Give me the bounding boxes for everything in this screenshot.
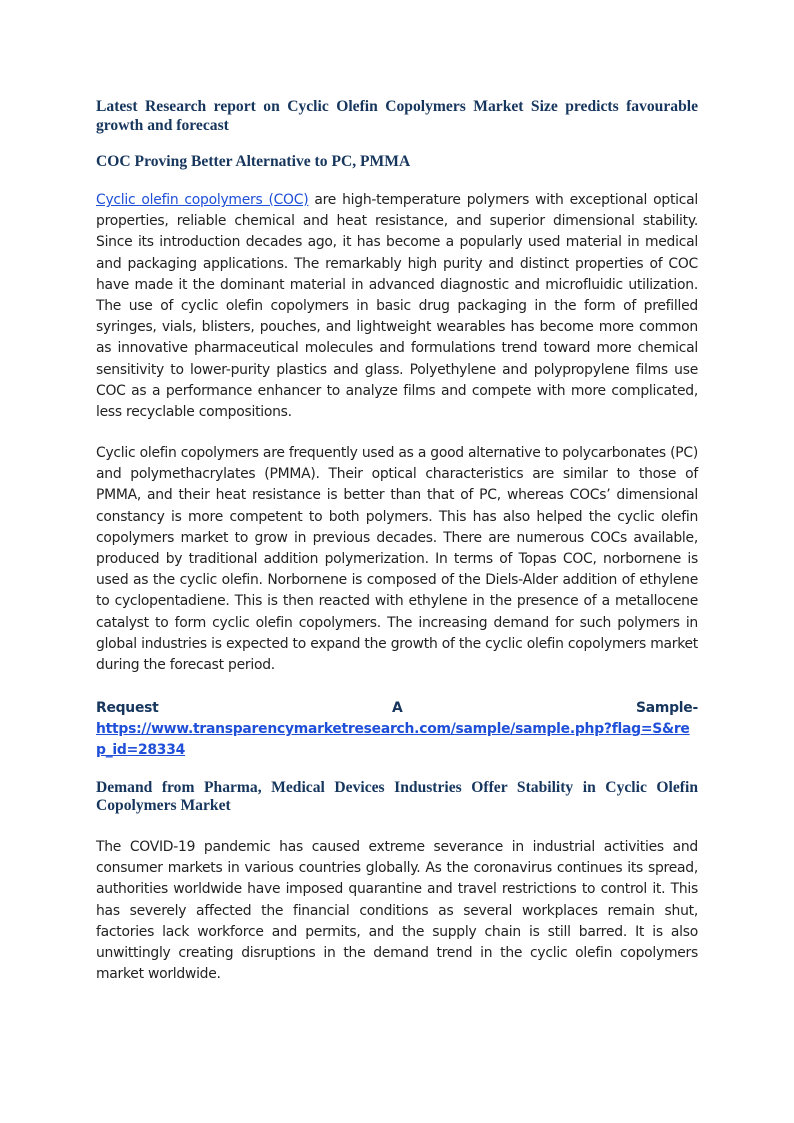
paragraph-covid-impact: The COVID-19 pandemic has caused extreme severance in industrial activities and consumer markets in various countries globally. As the coronavirus continues its spread, authorities worldwide have imposed quarantine and travel restrictions to control it. This has severely affected the financial conditions as several workplaces remain shut, factories lack workforce and permits, and the supply chain is still barred. It is also unwittingly creating disruptions in the demand trend in the cyclic olefin copolymers market worldwide.	[96, 839, 698, 983]
paragraph-coc-alternative: Cyclic olefin copolymers are frequently used as a good alternative to polycarbonates (PC) and polymethacrylates (PMMA). Their optical characteristics are similar to those of PMMA, and their heat resistance is better than that of PC, whereas COCs’ dimensional constancy is more competent to both polymers. This has also helped the cyclic olefin copolymers market to grow in previous decades. There are numerous COCs available, produced by traditional addition polymerization. In terms of Topas COC, norbornene is used as the cyclic olefin. Norbornene is composed of the Diels-Alder addition of ethylene to cyclopentadiene. This is then reacted with ethylene in the presence of a metallocene catalyst to form cyclic olefin copolymers. The increasing demand for such polymers in global industries is expected to expand the growth of the cyclic olefin copolymers market during the forecast period.	[96, 445, 698, 674]
request-sample-block	[96, 698, 698, 762]
paragraph-coc-intro	[96, 190, 698, 423]
paragraph-coc-intro-text: are high-temperature polymers with exceptional optical properties, reliable chemical and heat resistance, and superior dimensional stability. Since its introduction decades ago, it has become a popularly used material in medical and packaging applications. The remarkably high purity and distinct properties of COC have made it the dominant material in advanced diagnostic and microfluidic utilization. The use of cyclic olefin copolymers in basic drug packaging in the form of prefilled syringes, vials, blisters, pouches, and lightweight wearables has become more common as innovative pharmaceutical molecules and formulations trend toward more chemical sensitivity to lower-purity plastics and glass. Polyethylene and polypropylene films use COC as a performance enhancer to analyze films and compete with more complicated, less recyclable compositions.	[96, 192, 699, 421]
request-word-sample: Sample-	[635, 700, 698, 716]
request-word: Request	[96, 700, 159, 716]
document-title: Latest Research report on Cyclic Olefin Copolymers Market Size predicts favourable growth and forecast	[96, 98, 698, 134]
request-word-a: A	[392, 700, 403, 716]
request-sample-label	[96, 698, 698, 719]
request-sample-link[interactable]: https://www.transparencymarketresearch.com/sample/sample.php?flag=S&rep_id=28334	[96, 721, 690, 759]
section-heading-coc-alternative: COC Proving Better Alternative to PC, PMMA	[96, 153, 411, 170]
section-heading-pharma-demand: Demand from Pharma, Medical Devices Industries Offer Stability in Cyclic Olefin Copolymers Market	[96, 779, 698, 814]
coc-definition-link[interactable]: Cyclic olefin copolymers (COC)	[96, 192, 309, 208]
